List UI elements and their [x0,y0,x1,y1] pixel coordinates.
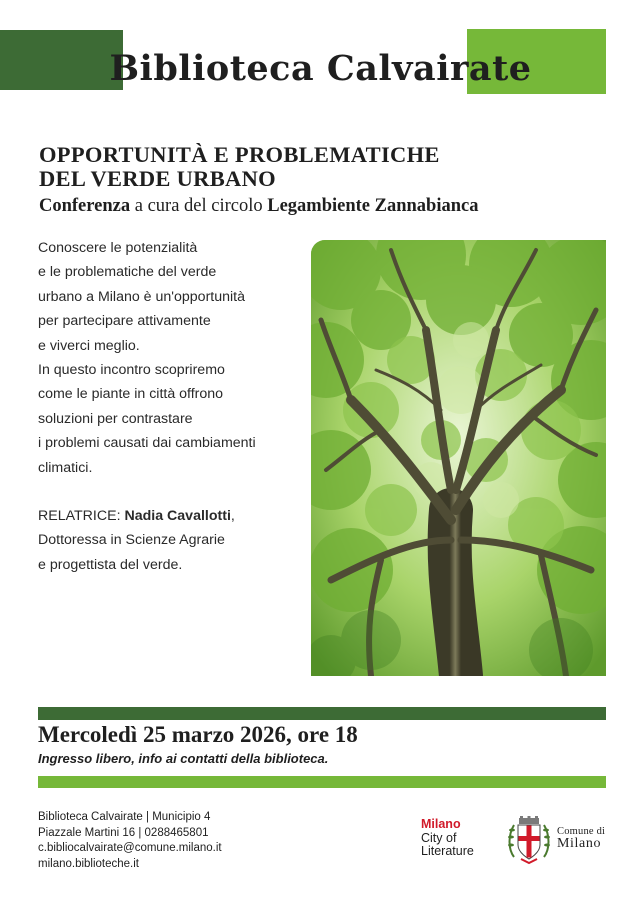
milano-city-of-literature-logo [421,818,474,859]
subtitle-middle: a cura del circolo [130,196,268,216]
speaker-comma: , [230,508,235,524]
library-title: Biblioteca Calvairate [109,48,532,89]
logo-literature-text: Literature [421,844,474,858]
logo-city-of-text: City of [421,830,457,845]
library-contacts [38,810,222,872]
subtitle-organizer: Legambiente Zannabianca [267,196,479,216]
entry-info: Ingresso libero, info ai contatti della biblioteca. [38,751,329,766]
event-subtitle [39,196,478,217]
contact-address-municipio: Biblioteca Calvairate | Municipio 4 [38,811,211,823]
description-line: Conoscere le potenzialità [38,240,198,256]
contact-street-phone: Piazzale Martini 16 | 0288465801 [38,826,209,839]
logo-milano-text: Milano [421,817,461,831]
speaker-info [38,504,308,577]
description-line: e le problematiche del verde [38,264,217,281]
tree-photo [311,240,606,676]
description-line: soluzioni per contrastare [38,410,193,427]
event-description [38,236,308,480]
divider-bar-light [38,776,606,788]
event-headline [39,143,440,191]
description-line: per partecipare attivamente [38,313,211,330]
event-date: Mercoledì 25 marzo 2026, ore 18 [38,722,358,747]
speaker-role: e progettista del verde. [38,556,183,573]
tree-illustration [311,240,606,676]
speaker-name: Nadia Cavallotti [124,508,231,524]
comune-milano-text: Milano [557,836,602,851]
contact-website: milano.biblioteche.it [38,857,140,870]
description-line: climatici. [38,459,93,476]
description-line: e viverci meglio. [38,337,140,354]
comune-di-milano-logo [557,826,605,851]
divider-bar-dark [38,707,606,720]
description-line: i problemi causati dai cambiamenti [38,435,256,452]
speaker-line-1 [38,504,308,528]
headline-line-2: DEL VERDE URBANO [39,166,276,191]
comune-di-text: Comune di [557,826,606,837]
contact-email: c.bibliocalvairate@comune.milano.it [38,842,222,855]
headline-line-1: OPPORTUNITÀ E PROBLEMATICHE [39,142,440,167]
description-line: urbano a Milano è un'opportunità [38,288,246,305]
speaker-label: RELATRICE: [38,508,125,524]
subtitle-conference: Conferenza [39,196,131,216]
milano-crest-icon [506,815,552,865]
speaker-title: Dottoressa in Scienze Agrarie [38,532,225,549]
description-line: In questo incontro scopriremo [38,362,225,379]
description-line: come le piante in città offrono [38,386,224,403]
